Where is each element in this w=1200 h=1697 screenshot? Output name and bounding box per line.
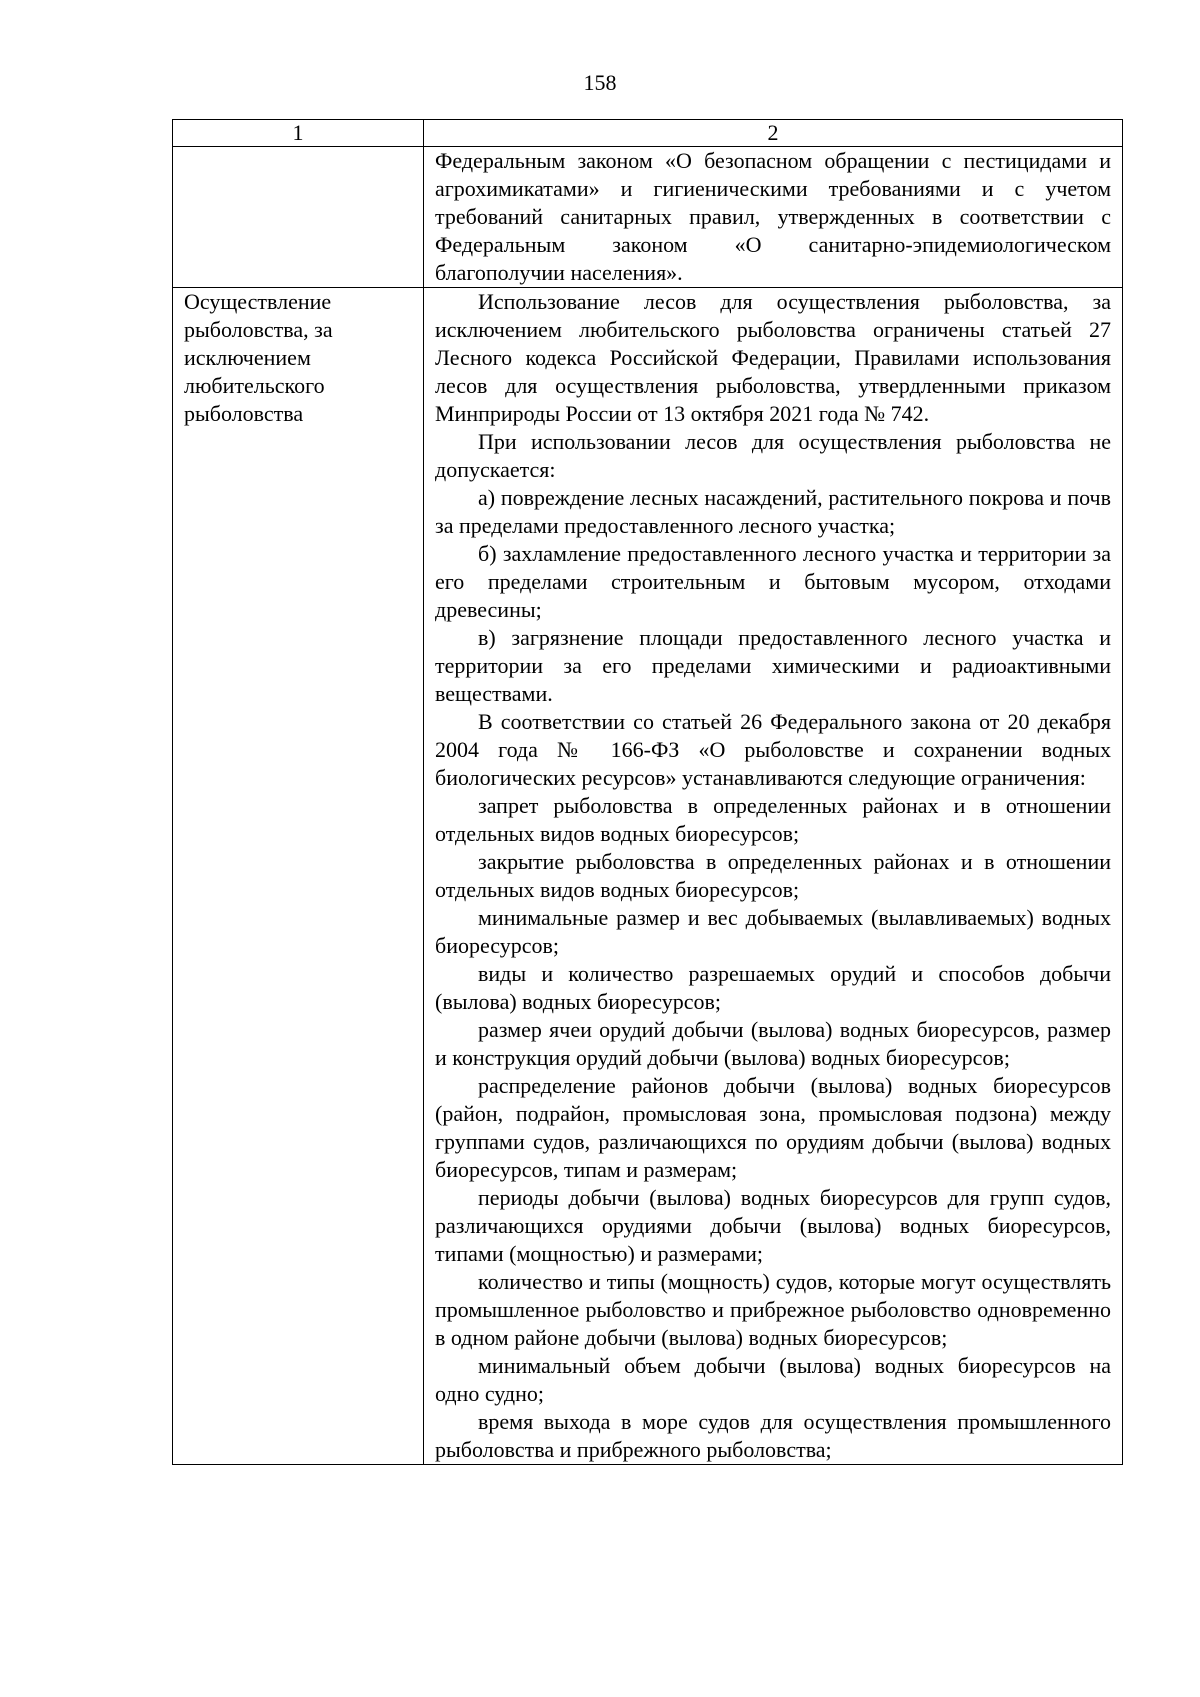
list-item: б) захламление предоставленного лесного участка и территории за его пределами строительным и бытовым мусором, отходами древесины; [435, 541, 1111, 622]
list-item: закрытие рыболовства в определенных районах и в отношении отдельных видов водных биоресурсов; [435, 849, 1111, 902]
list-item: виды и количество разрешаемых орудий и способов добычи (вылова) водных биоресурсов; [435, 961, 1111, 1014]
list-item: минимальные размер и вес добываемых (вылавливаемых) водных биоресурсов; [435, 905, 1111, 958]
column-header-2: 2 [424, 120, 1123, 147]
page-number: 158 [583, 70, 617, 95]
list-item: минимальный объем добычи (вылова) водных биоресурсов на одно судно; [435, 1353, 1111, 1406]
table-header-row [173, 120, 1123, 147]
list-item: количество и типы (мощность) судов, которые могут осуществлять промышленное рыболовство и прибрежное рыболовство одновременно в одном районе добычи (вылова) водных биоресурсов; [435, 1269, 1111, 1350]
list-item: в) загрязнение площади предоставленного лесного участка и территории за его пределами химическими и радиоактивными веществами. [435, 625, 1111, 706]
table-row [173, 288, 1123, 1465]
table-row [173, 147, 1123, 288]
list-item: запрет рыболовства в определенных районах и в отношении отдельных видов водных биоресурсов; [435, 793, 1111, 846]
restrictions-cell [424, 288, 1123, 1465]
column-header-1: 1 [173, 120, 424, 147]
paragraph: Использование лесов для осуществления рыболовства, за исключением любительского рыболовства ограничены статьей 27 Лесного кодекса Российской Федерации, Правилами использования лесов для осуществления рыболовства, утвердленными приказом Минприроды России от 13 октября 2021 года № 742. [435, 289, 1111, 426]
paragraph: В соответствии со статьей 26 Федерального закона от 20 декабря 2004 года № 166-ФЗ «О рыболовстве и сохранении водных биологических ресурсов» устанавливаются следующие ограничения: [435, 709, 1111, 790]
paragraph: Федеральным законом «О безопасном обращении с пестицидами и агрохимикатами» и гигиеническими требованиями и с учетом требований санитарных правил, утвержденных в соответствии с Федеральным законом «О санитарно-эпидемиологическом благополучии населения». [435, 148, 1111, 285]
paragraph: При использовании лесов для осуществления рыболовства не допускается: [435, 429, 1111, 482]
list-item: а) повреждение лесных насаждений, растительного покрова и почв за пределами предоставленного лесного участка; [435, 485, 1111, 538]
list-item: время выхода в море судов для осуществления промышленного рыболовства и прибрежного рыболовства; [435, 1409, 1111, 1462]
activity-cell: Осуществление рыболовства, за исключением любительского рыболовства [173, 288, 424, 1465]
activity-cell-empty [173, 147, 424, 288]
list-item: распределение районов добычи (вылова) водных биоресурсов (район, подрайон, промысловая зона, промысловая подзона) между группами судов, различающихся по орудиям добычи (вылова) водных биоресурсов, типам и размерам; [435, 1073, 1111, 1182]
list-item: размер ячеи орудий добычи (вылова) водных биоресурсов, размер и конструкция орудий добычи (вылова) водных биоресурсов; [435, 1017, 1111, 1070]
restrictions-cell [424, 147, 1123, 288]
content-table [172, 119, 1123, 1465]
list-item: периоды добычи (вылова) водных биоресурсов для групп судов, различающихся орудиями добычи (вылова) водных биоресурсов, типами (мощностью) и размерами; [435, 1185, 1111, 1266]
